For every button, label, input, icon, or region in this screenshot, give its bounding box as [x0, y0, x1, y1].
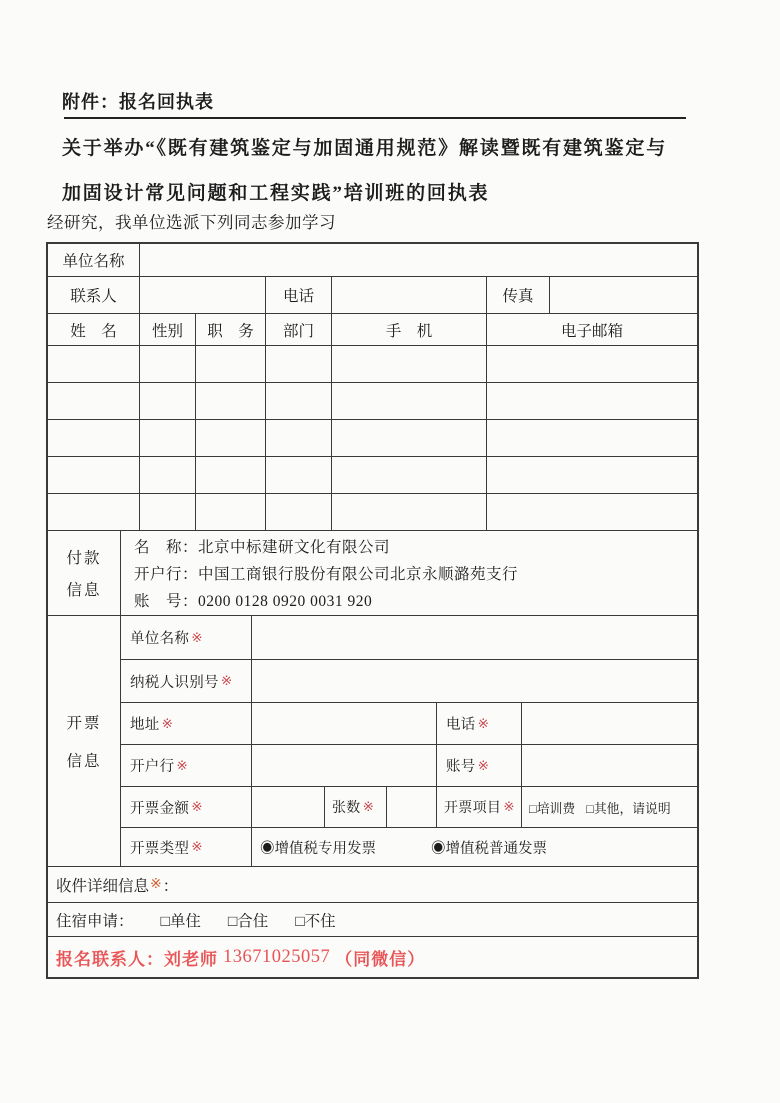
lodging-label: 住宿申请：: [56, 912, 134, 930]
attendee-gender-cell: [140, 420, 196, 456]
invoice-item-options: [522, 787, 697, 827]
attendee-mobile-cell: [332, 346, 487, 382]
attendee-row: [48, 383, 697, 420]
payment-section-label: [48, 531, 121, 615]
invoice-unit-name-label: [121, 616, 252, 659]
attendee-gender-cell: [140, 346, 196, 382]
invoice-phone-text: 电话: [446, 717, 476, 733]
document-title-line1: 关于举办“《既有建筑鉴定与加固通用规范》解读暨既有建筑鉴定与: [62, 138, 668, 159]
unit-name-row: [48, 244, 697, 277]
payment-label-line1: 付款: [66, 550, 102, 567]
attendee-row: [48, 420, 697, 457]
invoice-bank-text: 开户行: [130, 759, 175, 775]
attendee-email-cell: [487, 420, 697, 456]
attendee-mobile-cell: [332, 457, 487, 493]
mailing-info-row: [48, 867, 697, 903]
footer-contact-cell: [48, 937, 697, 977]
attendee-position-cell: [196, 383, 266, 419]
fax-field: [550, 277, 697, 313]
footer-wechat-note: （同微信）: [335, 949, 426, 969]
attendee-mobile-cell: [332, 420, 487, 456]
heading-underline: [64, 117, 686, 119]
invoice-item-text: 开票项目: [444, 799, 502, 815]
payment-section-row: [48, 531, 697, 616]
required-mark: ※: [161, 715, 174, 731]
attachment-heading: 附件：报名回执表: [62, 92, 214, 112]
invoice-amount-label: [121, 787, 252, 827]
col-header-position: 职 务: [196, 314, 266, 345]
attendee-header-row: [48, 314, 697, 346]
attendee-row: [48, 346, 697, 383]
attendee-name-cell: [48, 383, 140, 419]
invoice-subgrid: [121, 616, 697, 866]
attendee-department-cell: [266, 494, 332, 530]
invoice-address-row: [121, 703, 697, 745]
attendee-email-cell: [487, 383, 697, 419]
required-mark: ※: [220, 673, 233, 688]
unit-name-label: 单位名称: [48, 244, 140, 276]
required-mark: ※: [150, 877, 162, 892]
attendee-position-cell: [196, 494, 266, 530]
registration-form-table: [46, 242, 699, 979]
invoice-phone-label: [437, 703, 522, 744]
footer-contact-phone: 13671025057: [223, 946, 331, 967]
invoice-item-label: [437, 787, 522, 827]
document-title: [62, 126, 727, 216]
invoice-bank-label: [121, 745, 252, 786]
col-header-department: 部门: [266, 314, 332, 345]
payment-name-line: 名 称：北京中标建研文化有限公司: [134, 539, 391, 556]
invoice-unit-name-row: [121, 616, 697, 660]
required-mark: ※: [503, 799, 515, 814]
invoice-amount-row: [121, 787, 697, 828]
required-mark: ※: [362, 799, 375, 814]
invoice-amount-field: [252, 787, 325, 827]
attendee-position-cell: [196, 346, 266, 382]
intro-line: 经研究，我单位选派下列同志参加学习: [47, 214, 336, 232]
attendee-name-cell: [48, 346, 140, 382]
invoice-address-label: [121, 703, 252, 744]
mailing-info-cell: [48, 867, 697, 902]
payment-label-line2: 信息: [66, 582, 102, 599]
invoice-count-label: [325, 787, 387, 827]
checkbox-option-single-room: □单住: [160, 912, 201, 930]
attendee-email-cell: [487, 346, 697, 382]
invoice-type-options: [252, 828, 697, 866]
invoice-account-text: 账号: [446, 759, 476, 775]
phone-field: [332, 277, 487, 313]
invoice-type-label: [121, 828, 252, 866]
attendee-department-cell: [266, 457, 332, 493]
attendee-row: [48, 457, 697, 494]
col-header-gender: 性别: [140, 314, 196, 345]
invoice-amount-text: 开票金额: [130, 800, 190, 817]
invoice-section-label: [48, 616, 121, 866]
attendee-gender-cell: [140, 457, 196, 493]
invoice-count-field: [387, 787, 437, 827]
lodging-row: [48, 903, 697, 937]
footer-contact-row: [48, 937, 697, 977]
invoice-label-line1: 开票: [66, 715, 102, 732]
invoice-address-field: [252, 703, 437, 744]
attendee-gender-cell: [140, 383, 196, 419]
attendee-name-cell: [48, 420, 140, 456]
attendee-name-cell: [48, 457, 140, 493]
attendee-department-cell: [266, 346, 332, 382]
invoice-tax-id-row: [121, 660, 697, 703]
document-title-line2: 加固设计常见问题和工程实践”培训班的回执表: [62, 183, 490, 204]
mailing-info-label: 收件详细信息: [56, 877, 150, 895]
radio-option-special-vat-invoice: ◉增值税专用发票: [260, 840, 376, 857]
attendee-gender-cell: [140, 494, 196, 530]
col-header-mobile: 手 机: [332, 314, 487, 345]
invoice-unit-name-field: [252, 616, 697, 659]
attendee-name-cell: [48, 494, 140, 530]
lodging-cell: [48, 903, 697, 936]
payment-bank-line: 开户行：中国工商银行股份有限公司北京永顺潞苑支行: [134, 566, 519, 583]
attendee-row: [48, 494, 697, 531]
invoice-address-text: 地址: [130, 717, 160, 733]
required-mark: ※: [191, 799, 203, 814]
required-mark: ※: [477, 757, 490, 773]
payment-details: [121, 531, 697, 615]
invoice-count-text: 张数: [332, 799, 361, 815]
contact-label: 联系人: [48, 277, 140, 313]
invoice-tax-id-label: [121, 660, 252, 702]
col-header-name: 姓 名: [48, 314, 140, 345]
invoice-tax-id-field: [252, 660, 697, 702]
required-mark: ※: [191, 839, 203, 854]
attendee-email-cell: [487, 494, 697, 530]
invoice-type-text: 开票类型: [130, 840, 190, 857]
footer-contact-label: 报名联系人：刘老师: [56, 949, 218, 969]
attendee-department-cell: [266, 383, 332, 419]
checkbox-option-no-room: □不住: [295, 912, 336, 930]
invoice-tax-id-text: 纳税人识别号: [130, 674, 219, 691]
contact-field: [140, 277, 266, 313]
checkbox-option-shared-room: □合住: [227, 912, 269, 930]
required-mark: ※: [477, 715, 490, 731]
col-header-email: 电子邮箱: [560, 322, 623, 340]
attendee-email-cell: [487, 457, 697, 493]
invoice-label-line2: 信息: [66, 753, 102, 770]
invoice-bank-row: [121, 745, 697, 787]
invoice-bank-field: [252, 745, 437, 786]
attendee-position-cell: [196, 420, 266, 456]
payment-account-line: 账 号：0200 0128 0920 0031 920: [134, 593, 373, 610]
invoice-account-field: [522, 745, 697, 786]
checkbox-option-other: □其他，请说明: [586, 800, 671, 816]
checkbox-option-training-fee: □培训费: [529, 800, 576, 816]
required-mark: ※: [176, 757, 189, 773]
contact-row: [48, 277, 697, 314]
unit-name-field: [140, 244, 697, 276]
attendee-mobile-cell: [332, 383, 487, 419]
invoice-phone-field: [522, 703, 697, 744]
required-mark: ※: [191, 629, 203, 645]
radio-option-general-vat-invoice: ◉增值税普通发票: [431, 840, 547, 857]
fax-label: 传真: [487, 277, 550, 313]
attendee-department-cell: [266, 420, 332, 456]
invoice-account-label: [437, 745, 522, 786]
invoice-section-row: [48, 616, 697, 867]
invoice-type-row: [121, 828, 697, 866]
phone-label: 电话: [266, 277, 332, 313]
mailing-info-colon: ：: [162, 877, 179, 895]
attendee-mobile-cell: [332, 494, 487, 530]
invoice-unit-name-text: 单位名称: [130, 631, 190, 647]
attendee-position-cell: [196, 457, 266, 493]
